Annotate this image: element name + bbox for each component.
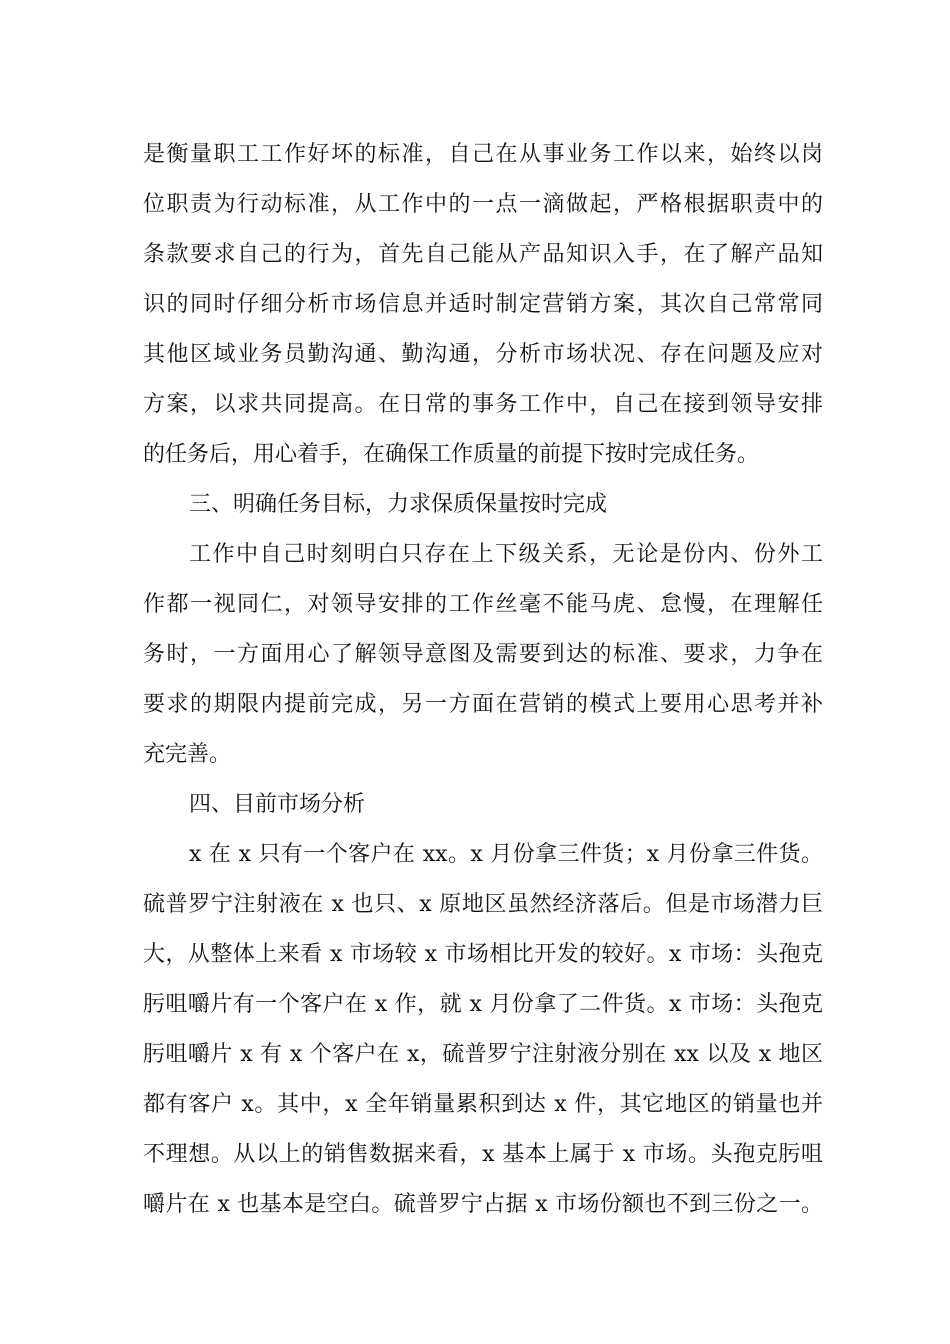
text-line: 肟咀嚼片有一个客户在 x 作，就 x 月份拿了二件货。x 市场：头孢克 [143,992,823,1017]
paragraph-job-duties [143,130,823,480]
text-line: 方案，以求共同提高。在日常的事务工作中，自己在接到领导安排 [143,392,823,417]
text-line: 要求的期限内提前完成，另一方面在营销的模式上要用心思考并补 [143,692,823,717]
text-line: 工作中自己时刻明白只存在上下级关系，无论是份内、份外工 [189,542,823,567]
text-line: 作都一视同仁，对领导安排的工作丝毫不能马虎、怠慢，在理解任 [143,592,823,617]
text-line: 位职责为行动标准，从工作中的一点一滴做起，严格根据职责中的 [143,192,823,217]
section-heading-3: 三、明确任务目标，力求保质保量按时完成 [189,492,608,517]
text-line: 条款要求自己的行为，首先自己能从产品知识入手，在了解产品知 [143,242,823,267]
text-line: 的任务后，用心着手，在确保工作质量的前提下按时完成任务。 [143,442,760,467]
text-line: 是衡量职工工作好坏的标准，自己在从事业务工作以来，始终以岗 [143,142,823,167]
text-line: 不理想。从以上的销售数据来看，x 基本上属于 x 市场。头孢克肟咀 [143,1142,823,1167]
text-line: 充完善。 [143,742,232,767]
text-line: 都有客户 x。其中，x 全年销量累积到达 x 件，其它地区的销量也并 [143,1092,823,1117]
text-line: 务时，一方面用心了解领导意图及需要到达的标准、要求，力争在 [143,642,823,667]
document-body [143,130,823,1230]
paragraph-task-goals [143,530,823,780]
text-line: x 在 x 只有一个客户在 xx。x 月份拿三件货；x 月份拿三件货。 [189,842,823,867]
section-heading-4: 四、目前市场分析 [189,792,366,817]
text-line: 识的同时仔细分析市场信息并适时制定营销方案，其次自己常常同 [143,292,823,317]
text-line: 大，从整体上来看 x 市场较 x 市场相比开发的较好。x 市场：头孢克 [143,942,823,967]
text-line: 嚼片在 x 也基本是空白。硫普罗宁占据 x 市场份额也不到三份之一。 [143,1192,823,1217]
paragraph-market-analysis [143,830,823,1230]
text-line: 其他区域业务员勤沟通、勤沟通，分析市场状况、存在问题及应对 [143,342,823,367]
text-line: 硫普罗宁注射液在 x 也只、x 原地区虽然经济落后。但是市场潜力巨 [143,892,823,917]
text-line: 肟咀嚼片 x 有 x 个客户在 x，硫普罗宁注射液分别在 xx 以及 x 地区 [143,1042,823,1067]
